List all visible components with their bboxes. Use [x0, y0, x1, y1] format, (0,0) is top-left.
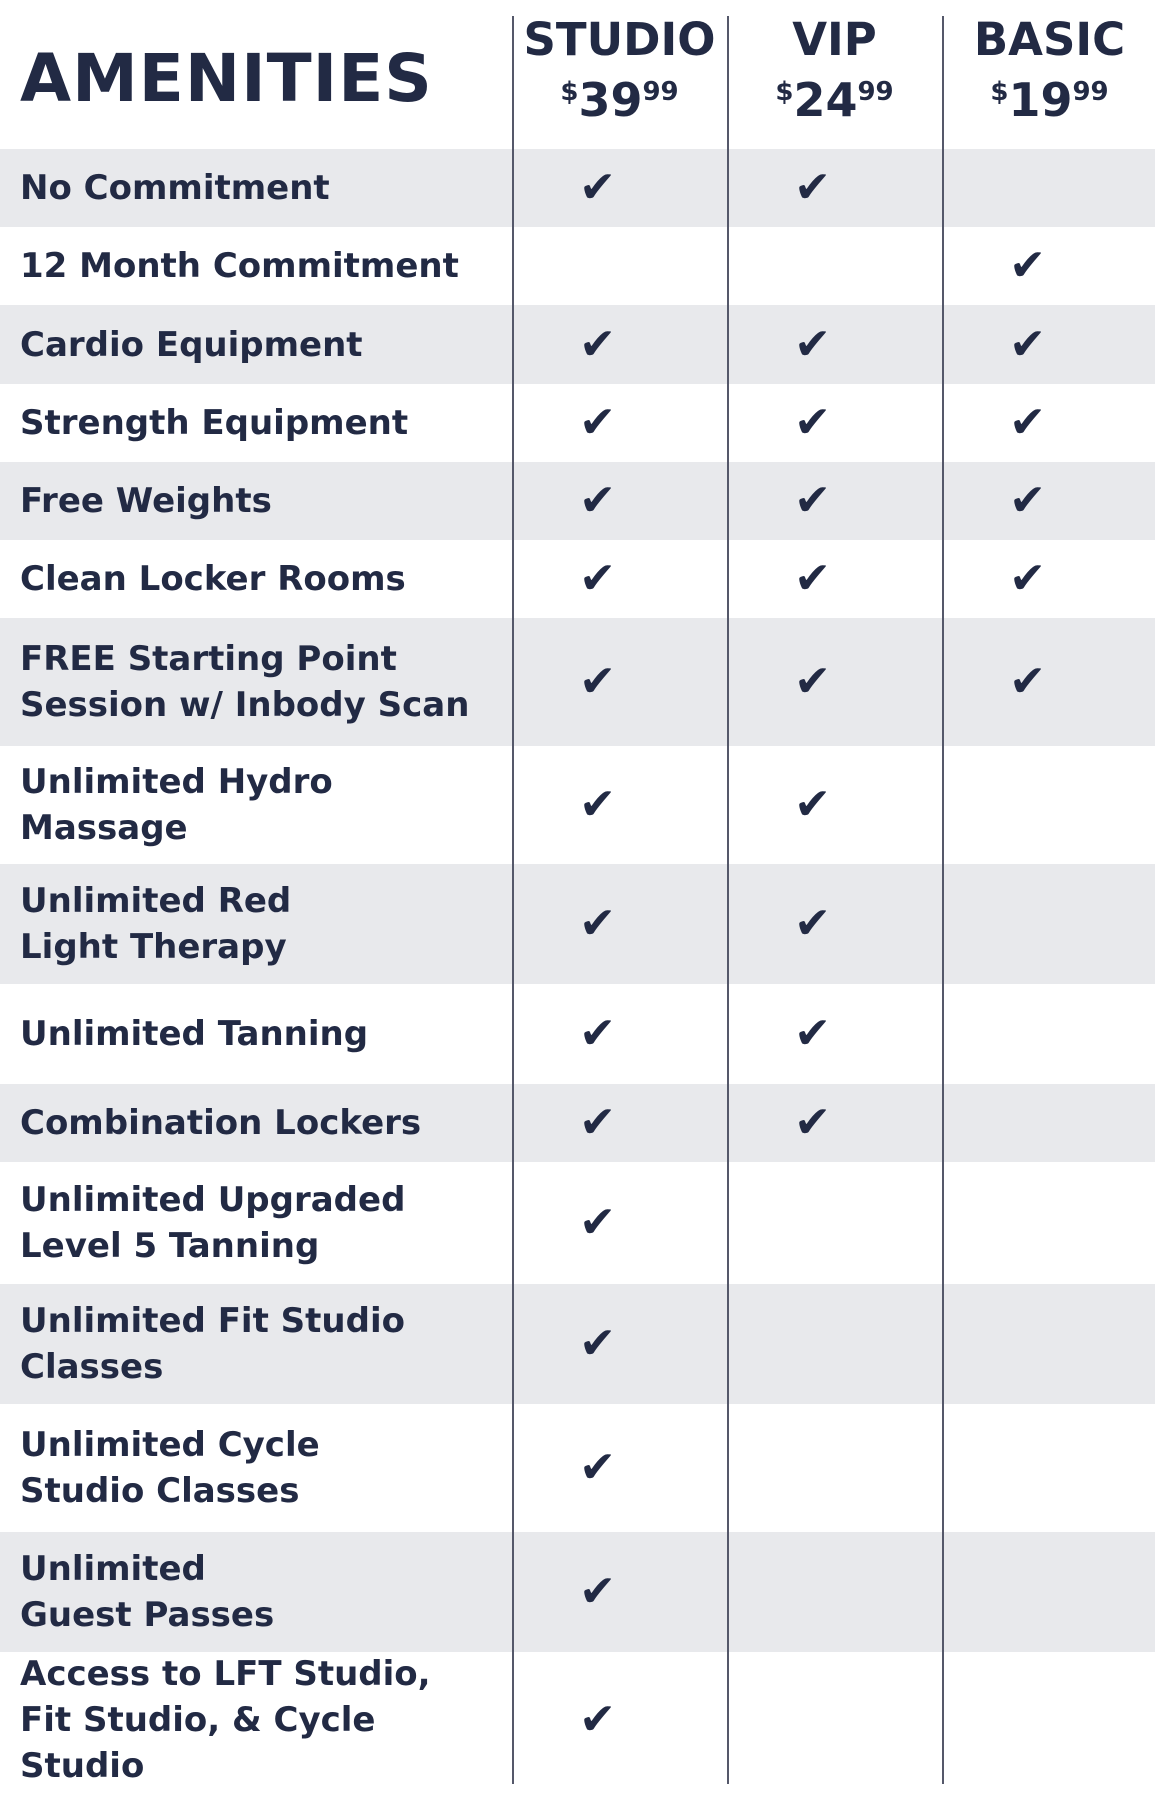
table-row: [0, 864, 1155, 984]
check-icon: ✔: [794, 475, 831, 526]
column-divider: [512, 16, 514, 1784]
amenity-label: No Commitment: [20, 168, 330, 208]
amenity-label: Access to LFT Studio, Fit Studio, & Cycle Studio: [20, 1653, 431, 1786]
table-row: [0, 227, 1155, 305]
table-row: [0, 746, 1155, 864]
table-row: [0, 305, 1155, 384]
price-cents: 99: [857, 77, 894, 107]
table-row: [0, 384, 1155, 462]
table-row: [0, 984, 1155, 1084]
amenity-label: Unlimited Hydro Massage: [20, 762, 333, 848]
plan-header-studio: [512, 14, 727, 144]
check-icon: ✔: [794, 1097, 831, 1148]
table-row: [0, 1404, 1155, 1532]
check-icon: ✔: [794, 553, 831, 604]
amenity-label: Unlimited Guest Passes: [20, 1549, 275, 1635]
check-icon: ✔: [794, 162, 831, 213]
plan-name-vip: VIP: [792, 13, 877, 66]
plan-name-basic: BASIC: [973, 13, 1126, 66]
table-row: [0, 462, 1155, 540]
amenity-label: Clean Locker Rooms: [20, 559, 406, 599]
check-icon: ✔: [794, 898, 831, 949]
check-icon: ✔: [1009, 318, 1046, 370]
plan-header-basic: [942, 14, 1155, 144]
price-currency: $: [560, 77, 579, 107]
check-icon: ✔: [579, 475, 616, 526]
table-row: [0, 618, 1155, 746]
table-header: [0, 0, 1155, 149]
price-cents: 99: [642, 77, 679, 107]
amenity-label: Unlimited Tanning: [20, 1014, 369, 1054]
price-dollars: 24: [793, 73, 858, 127]
table-row: [0, 149, 1155, 227]
check-icon: ✔: [1009, 397, 1046, 448]
check-icon: ✔: [579, 162, 616, 213]
amenity-label: Unlimited Cycle Studio Classes: [20, 1425, 320, 1511]
check-icon: ✔: [579, 1693, 616, 1745]
check-icon: ✔: [1009, 240, 1046, 291]
amenity-label: 12 Month Commitment: [20, 246, 459, 286]
check-icon: ✔: [794, 1008, 831, 1059]
amenity-label: FREE Starting Point Session w/ Inbody Scan: [20, 639, 470, 725]
check-icon: ✔: [1009, 553, 1046, 604]
check-icon: ✔: [579, 1442, 616, 1493]
check-icon: ✔: [579, 779, 616, 830]
check-icon: ✔: [794, 779, 831, 830]
plan-name-studio: STUDIO: [523, 13, 716, 66]
amenities-title: AMENITIES: [20, 40, 433, 117]
check-icon: ✔: [1009, 656, 1046, 707]
amenity-label: Unlimited Upgraded Level 5 Tanning: [20, 1180, 406, 1266]
table-row: [0, 540, 1155, 618]
price-dollars: 19: [1008, 73, 1073, 127]
price-cents: 99: [1072, 77, 1109, 107]
column-divider: [942, 16, 944, 1784]
amenity-label: Combination Lockers: [20, 1103, 422, 1143]
check-icon: ✔: [579, 397, 616, 448]
amenity-label: Strength Equipment: [20, 403, 409, 443]
check-icon: ✔: [794, 397, 831, 448]
check-icon: ✔: [579, 1318, 616, 1369]
price-currency: $: [775, 77, 794, 107]
amenity-label: Unlimited Red Light Therapy: [20, 881, 292, 967]
amenity-label: Cardio Equipment: [20, 324, 363, 365]
check-icon: ✔: [579, 1008, 616, 1059]
check-icon: ✔: [579, 1566, 616, 1617]
plan-price-studio: [512, 68, 727, 135]
table-row: [0, 1652, 1155, 1787]
plan-header-vip: [727, 14, 942, 144]
amenity-label: Unlimited Fit Studio Classes: [20, 1301, 405, 1387]
table-row: [0, 1084, 1155, 1162]
check-icon: ✔: [579, 553, 616, 604]
table-row: [0, 1284, 1155, 1404]
amenity-label: Free Weights: [20, 481, 272, 521]
price-currency: $: [990, 77, 1009, 107]
table-row: [0, 1162, 1155, 1284]
check-icon: ✔: [579, 898, 616, 949]
plan-price-vip: [727, 68, 942, 135]
column-divider: [727, 16, 729, 1784]
check-icon: ✔: [1009, 475, 1046, 526]
price-dollars: 39: [578, 73, 643, 127]
plan-price-basic: [942, 68, 1155, 135]
check-icon: ✔: [579, 1097, 616, 1148]
check-icon: ✔: [579, 656, 616, 707]
check-icon: ✔: [794, 656, 831, 707]
check-icon: ✔: [579, 318, 616, 370]
check-icon: ✔: [794, 318, 831, 370]
table-row: [0, 1532, 1155, 1652]
check-icon: ✔: [579, 1197, 616, 1248]
